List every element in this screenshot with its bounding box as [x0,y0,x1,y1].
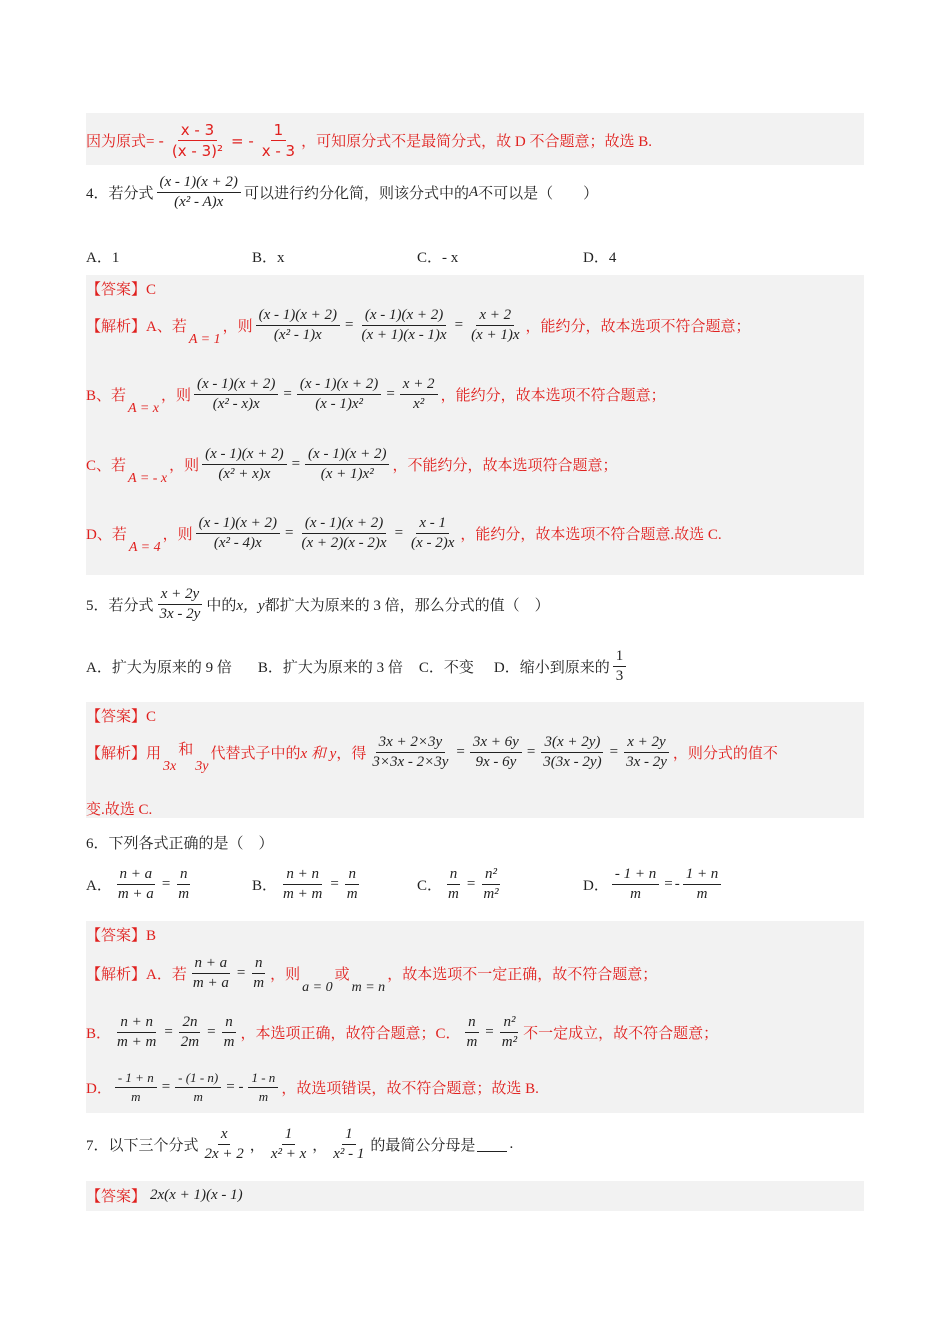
q6-solution [86,921,864,1113]
q3-fraction-2: $\frac{1}{x - 3}$ [261,121,296,160]
q4-analysis-line-c: C、若 A = - x ，则 $\frac{(x - 1)(x + 2)}{\text{(x² + x)x}}$ = $\frac{(x - 1)(x + 2)}{\text{(x + 1)x²}}$ ，不能约分，故本选项符合题意； [86,446,618,486]
q4-analysis-line-b: B、若 A = x ，则 $\frac{(x - 1)(x + 2)}{\text{(x² - x)x}}$ = $\frac{(x - 1)(x + 2)}{\text{(x - 1)x²}}$ = $\frac{x + 2}{\text{x²}}$ ，能约分，故本选项不符合题意； [86,376,666,416]
q6-analysis-line-a: 【解析】 A．若 $\frac{n + a}{m + a}$ = $\frac{n}{m}$ ，则 a = 0 或 m = n ，故本选项不一定正确，故不符合题意； [86,955,658,995]
q6-option-b: B． $\frac{n + n}{m + m}$ = $\frac{n}{m}$ [252,866,358,902]
q4-stem-fraction: $\frac{(x - 1)(x + 2)}{\text{(x² - A)x}}$ [157,174,241,211]
q4-option-a: A．1 [86,250,120,266]
q5-solution [86,702,864,818]
q6-option-c: C． $\frac{n}{m}$ = $\frac{\text{n²}}{\text{m²}}$ [417,866,499,902]
q5-answer: 【答案】C [86,709,157,725]
q4-analysis-line-a: 【解析】 A、若 A = 1 ，则 $\frac{(x - 1)(x + 2)}{\text{(x² - 1)x}}$ = $\frac{(x - 1)(x + 2)}{(x + 1)(x - 1)x}$ = $\frac{x + 2}{(x + 1)x}$ ，能约分，故本选项不符合题意； [86,307,751,347]
answer-blank [477,1137,507,1152]
q5-analysis: 【解析】 用 3x 和 3y 代替式子中的 x 和 y ，得 $\frac{3x + 2\times 3y}{3\times 3x - 2\times 3y}$ = $\frac{3x + 6y}{9x - 6y}$ = $\frac{3(x + 2y)}{3(3x - 2y)}$ = $\frac{x + 2y}{3x - 2y}$ ，则分式的值不 [86,734,778,774]
q5-option-c: C．不变 [418,660,474,676]
q7-stem: 7．以下三个分式 $\frac{x}{2x + 2}$ ， $\frac{1}{\text{x² + x}}$ ， $\frac{1}{\text{x² - 1}}$ 的最简公分母是 . [86,1126,514,1162]
q5-options: A．扩大为原来的 9 倍 B．扩大为原来的 3 倍 C．不变 D．缩小到原来的 $\frac{1}{3}$ [86,648,629,685]
q4-stem: 4．若分式 $\frac{(x - 1)(x + 2)}{\text{(x² - A)x}}$ 可以进行约分化简，则该分式中的 A 不可以是（ ） [86,174,599,210]
q3-analysis-tail: 因为原式= - $\frac{x - 3}{\text{(x - 3)²}}$ = - $\frac{1}{x - 3}$ ，可知原分式不是最简分式，故 D 不合题意；故选 B. [86,113,864,165]
q7-solution [86,1181,864,1211]
q7-answer-tag: 【答案】 [86,1189,147,1205]
q3-lead: 因为原式= [86,134,155,150]
q5-option-d: D．缩小到原来的 [493,660,610,676]
q6-analysis-line-b: B． $\frac{n + n}{m + m}$ = $\frac{2n}{2m}$ = $\frac{n}{m}$ ，本选项正确，故符合题意；C． $\frac{n}{m}$ = $\frac{\text{n²}}{\text{m²}}$ 不一定成立，故不符合题意； [86,1014,719,1050]
q4-option-d: D．4 [583,250,617,266]
q7-answer-value: 2x(x + 1)(x - 1) [150,1187,243,1203]
q5-option-b: B．扩大为原来的 3 倍 [257,660,403,676]
q4-analysis-line-d: D、若 A = 4 ，则 $\frac{(x - 1)(x + 2)}{\text{(x² - 4)x}}$ = $\frac{(x - 1)(x + 2)}{(x + 2)(x - 2)x}$ = $\frac{x - 1}{(x - 2)x}$ ，能约分，故本选项不符合题意.故选 C. [86,515,722,555]
q3-conclusion: ，可知原分式不是最简分式，故 D 不合题意；故选 B. [301,134,652,150]
q6-option-d: D． $\frac{- 1 + n}{m}$ = - $\frac{1 + n}{m}$ [583,866,724,903]
q4-option-b: B．x [252,250,285,266]
q6-analysis-line-d: D． $\frac{- 1 + n}{m}$ = $\frac{- (1 - n)}{m}$ = - $\frac{1 - n}{m}$ ，故选项错误，故不符合题意；故选 B. [86,1070,539,1104]
q4-answer: 【答案】C [86,282,157,298]
q5-stem: 5．若分式 $\frac{x + 2y}{3x - 2y}$ 中的 x，y 都扩大为原来的 3 倍，那么分式的值（ ） [86,586,550,622]
q4-option-c: C．- x [417,250,459,266]
q6-stem: 6．下列各式正确的是（ ） [86,836,274,852]
q3-fraction-1: $\frac{x - 3}{\text{(x - 3)²}}$ [171,121,223,160]
q5-analysis-line-2: 变.故选 C. [86,802,153,818]
q6-option-a: A． $\frac{n + a}{m + a}$ = $\frac{n}{m}$ [86,866,190,902]
q6-answer: 【答案】B [86,928,157,944]
q5-option-a: A．扩大为原来的 9 倍 [86,660,232,676]
q4-solution [86,275,864,575]
